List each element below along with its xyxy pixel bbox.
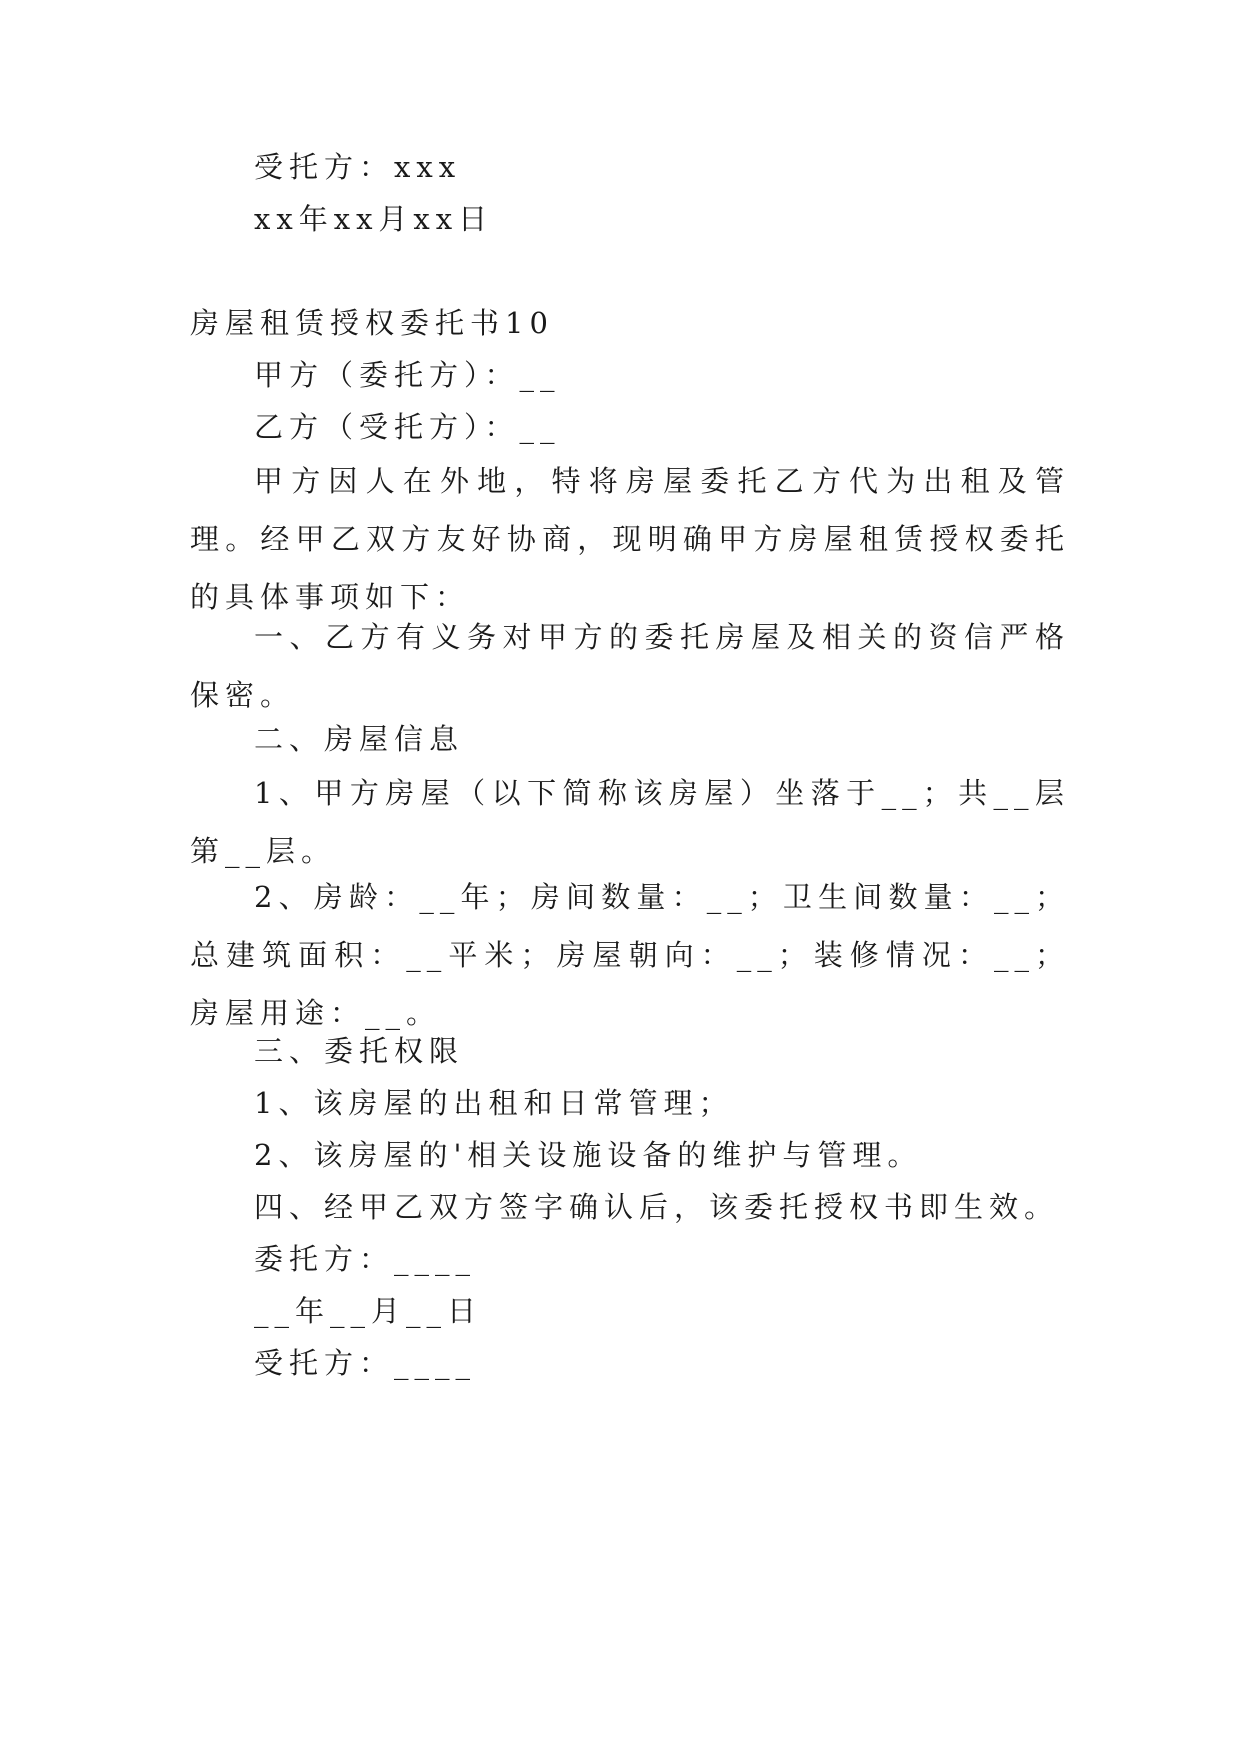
item-2-1-paragraph: 1、甲方房屋（以下简称该房屋）坐落于__；共__层第__层。 [190,776,1070,868]
item-3-2-line: 2、该房屋的'相关设施设备的维护与管理。 [254,1138,923,1172]
section-2-title: 二、房屋信息 [254,722,465,756]
party-b-line: 乙方（受托方）：__ [254,410,561,444]
item-3-1-line: 1、该房屋的出租和日常管理； [254,1086,734,1120]
document-title: 房屋租赁授权委托书10 [190,306,554,340]
clause-4-line: 四、经甲乙双方签字确认后，该委托授权书即生效。 [254,1190,1060,1224]
section-3-title: 三、委托权限 [254,1034,465,1068]
item-2-2-paragraph: 2、房龄：__年；房间数量：__；卫生间数量：__；总建筑面积：__平米；房屋朝向：__；装修情况：__；房屋用途：__。 [190,880,1070,1030]
trustee-signature-line: 受托方：____ [254,1346,477,1380]
top-trustee-line: 受托方：xxx [254,150,462,184]
clause-1-paragraph: 一、乙方有义务对甲方的委托房屋及相关的资信严格保密。 [190,620,1070,712]
party-a-line: 甲方（委托方）：__ [254,358,561,392]
intro-paragraph: 甲方因人在外地，特将房屋委托乙方代为出租及管理。经甲乙双方友好协商，现明确甲方房屋租赁授权委托的具体事项如下： [190,464,1070,614]
signoff-date-line: __年__月__日 [254,1294,483,1328]
top-date-line: xx年xx月xx日 [254,202,494,236]
principal-signature-line: 委托方：____ [254,1242,477,1276]
